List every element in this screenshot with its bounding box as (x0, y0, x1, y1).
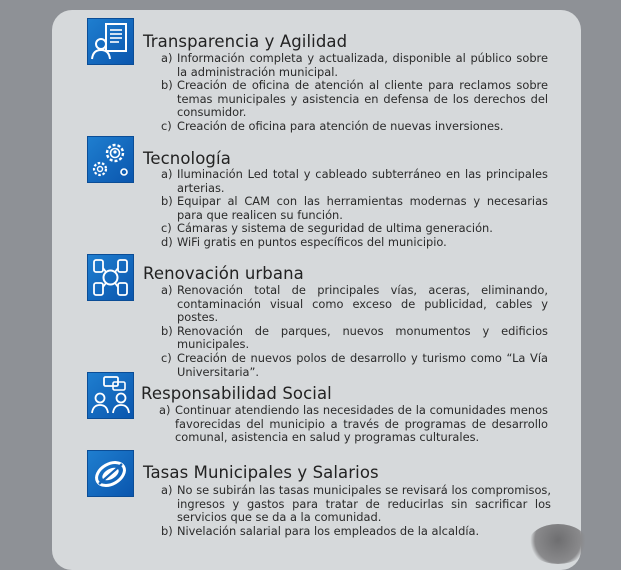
list-item: b) Renovación de parques, nuevos monumentos y edificios municipales. (161, 323, 548, 352)
section-list (161, 484, 551, 538)
section-title: Tasas Municipales y Salarios (143, 463, 379, 482)
list-item: a) No se subirán las tasas municipales se revisará los compromisos, ingresos y gastos para tratar de reducirlas sin sacrificar los servicios que se da a la comunidad. (161, 483, 551, 525)
people-chat-icon (87, 372, 134, 419)
list-item: c) Creación de nuevos polos de desarrollo y turismo como “La Vía Universitaria”. (161, 350, 548, 379)
gears-icon (87, 136, 134, 183)
list-item: a) Iluminación Led total y cableado subterráneo en las principales arterias. (161, 167, 548, 195)
list-item: a) Renovación total de principales vías, aceras, eliminando, contaminación visual como exceso de publicidad, cables y postes. (161, 283, 548, 325)
list-item: c) Cámaras y sistema de seguridad de ultima generación. (161, 221, 493, 236)
section-title: Responsabilidad Social (141, 384, 332, 403)
decorative-shape (528, 524, 588, 564)
list-item: b) Nivelación salarial para los empleados de la alcaldía. (161, 523, 480, 538)
document-person-icon (87, 18, 134, 65)
section-title: Renovación urbana (143, 264, 304, 283)
section-title: Tecnología (143, 149, 231, 168)
list-item: a) Información completa y actualizada, disponible al público sobre la administración municipal. (161, 51, 548, 79)
list-item: d) WiFi gratis en puntos específicos del municipio. (161, 234, 447, 249)
hands-circle-icon (87, 254, 134, 301)
no-percent-icon (87, 450, 134, 497)
section-title: Transparencia y Agilidad (143, 32, 348, 51)
section-list (161, 52, 548, 134)
list-item: c) Creación de oficina para atención de nuevas inversiones. (161, 118, 504, 133)
list-item: b) Equipar al CAM con las herramientas modernas y necesarias para que realicen su función. (161, 194, 548, 222)
list-item: b) Creación de oficina de atención al cliente para reclamos sobre temas municipales y asistencia en defensa de los derechos del consumidor. (161, 78, 548, 120)
section-list (159, 404, 548, 445)
list-item: a) Continuar atendiendo las necesidades de la comunidades menos favorecidas del municipio a través de programas de desarrollo comunal, asistencia en salud y programas culturales. (159, 403, 548, 445)
section-list (161, 168, 548, 250)
section-list (161, 284, 548, 379)
